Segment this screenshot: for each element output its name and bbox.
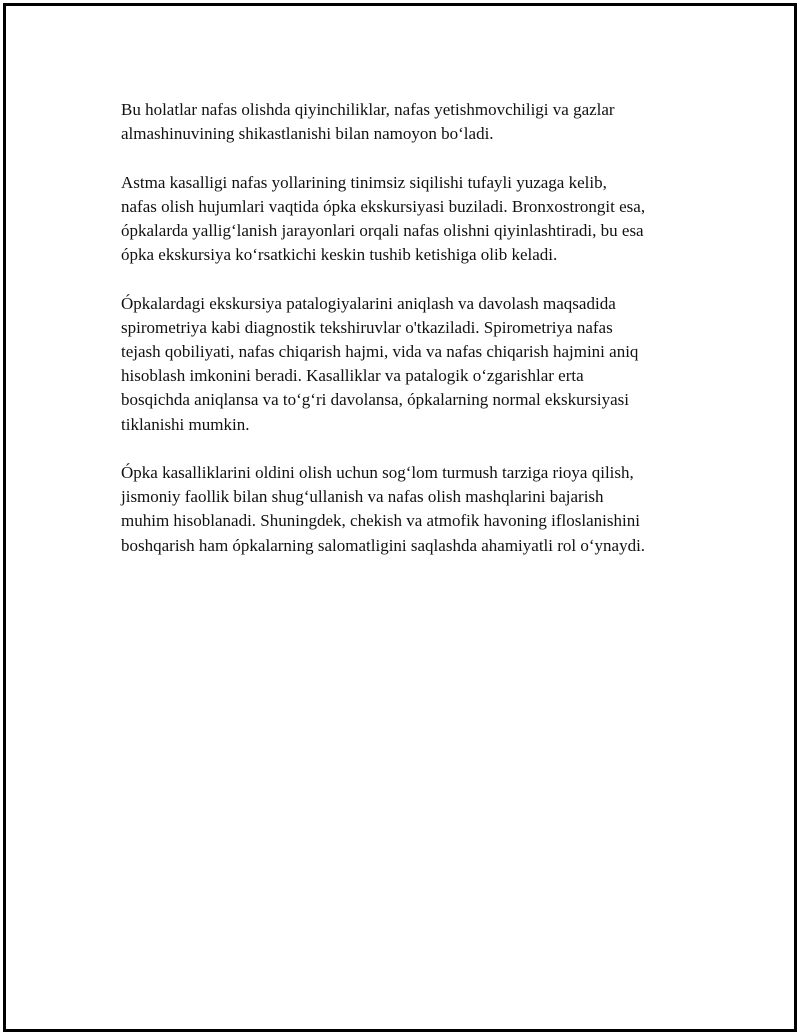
paragraph-2: Astma kasalligi nafas yollarining tinimsiz siqilishi tufayli yuzaga kelib, nafas olish hujumlari vaqtida ópka ekskursiyasi buziladi. Bronxostrongit esa, ópkalarda yallig‘lanish jarayonlari orqali nafas olishni qiyinlashtiradi, bu esa ópka ekskursiya ko‘rsatkichi keskin tushib ketishiga olib keladi. (121, 172, 646, 265)
document-body (121, 98, 701, 582)
page-frame (3, 3, 797, 1032)
paragraph-3: Ópkalardagi ekskursiya patalogiyalarini aniqlash va davolash maqsadida spirometriya kabi diagnostik tekshiruvlar o'tkaziladi. Spirometriya nafas tejash qobiliyati, nafas chiqarish hajmi, vida va nafas chiqarish hajmini aniq hisoblash imkonini beradi. Kasalliklar va patalogik o‘zgarishlar erta bosqichda aniqlansa va to‘g‘ri davolansa, ópkalarning normal ekskursiyasi tiklanishi mumkin. (121, 293, 639, 434)
paragraph-4: Ópka kasalliklarini oldini olish uchun sog‘lom turmush tarziga rioya qilish, jismoniy faollik bilan shug‘ullanish va nafas olish mashqlarini bajarish muhim hisoblanadi. Shuningdek, chekish va atmofik havoning ifloslanishini boshqarish ham ópkalarning salomatligini saqlashda ahamiyatli rol o‘ynaydi. (121, 463, 646, 555)
paragraph-1: Bu holatlar nafas olishda qiyinchiliklar, nafas yetishmovchiligi va gazlar almashinuvining shikastlanishi bilan namoyon bo‘ladi. (121, 100, 615, 144)
